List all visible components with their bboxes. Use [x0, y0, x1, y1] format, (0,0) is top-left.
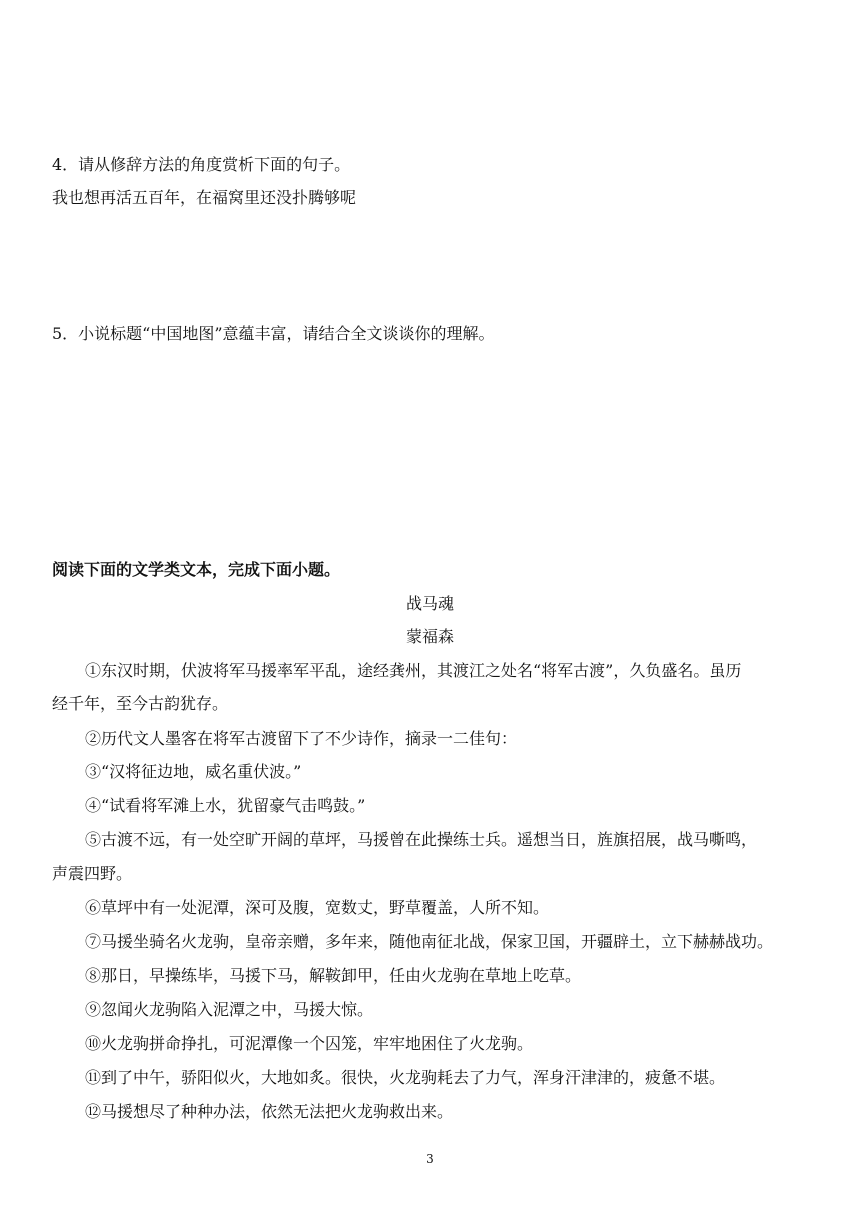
passage-title: 战马魂: [405, 594, 454, 613]
page-number: 3: [426, 1152, 434, 1166]
paragraph-6: ⑥草坪中有一处泥潭，深可及腹，宽数丈，野草覆盖，人所不知。: [85, 898, 550, 917]
paragraph-9: ⑨忽闻火龙驹陷入泥潭之中，马援大惊。: [85, 1000, 374, 1019]
paragraph-2: ②历代文人墨客在将军古渡留下了不少诗作，摘录一二佳句：: [85, 729, 518, 748]
paragraph-1-line-2: 经千年，至今古韵犹存。: [52, 694, 229, 713]
passage-author: 蒙福森: [405, 627, 454, 646]
paragraph-8: ⑧那日，早操练毕，马援下马，解鞍卸甲，任由火龙驹在草地上吃草。: [85, 966, 582, 985]
paragraph-1-line-1: ①东汉时期，伏波将军马援率军平乱，途经龚州，其渡江之处名“将军古渡”，久负盛名。虽历: [85, 661, 742, 680]
paragraph-10: ⑩火龙驹拼命挣扎，可泥潭像一个囚笼，牢牢地困住了火龙驹。: [85, 1034, 534, 1053]
reading-instruction: 阅读下面的文学类文本，完成下面小题。: [52, 560, 341, 579]
paragraph-5-line-1: ⑤古渡不远，有一处空旷开阔的草坪，马援曾在此操练士兵。遥想当日，旌旗招展，战马嘶鸣，: [85, 830, 758, 849]
paragraph-4: ④“试看将军滩上水，犹留豪气击鸣鼓。”: [85, 796, 366, 815]
question-5: 5．小说标题“中国地图”意蕴丰富，请结合全文谈谈你的理解。: [52, 324, 495, 343]
paragraph-11: ⑪到了中午，骄阳似火，大地如炙。很快，火龙驹耗去了力气，浑身汗津津的，疲惫不堪。: [85, 1068, 726, 1087]
question-4: 4．请从修辞方法的角度赏析下面的句子。: [52, 155, 351, 174]
paragraph-5-line-2: 声震四野。: [52, 864, 133, 883]
paragraph-12: ⑫马援想尽了种种办法，依然无法把火龙驹救出来。: [85, 1102, 454, 1121]
question-4-sentence: 我也想再活五百年，在福窝里还没扑腾够呢: [52, 188, 357, 207]
paragraph-3: ③“汉将征边地，威名重伏波。”: [85, 762, 302, 781]
paragraph-7: ⑦马援坐骑名火龙驹，皇帝亲赠，多年来，随他南征北战，保家卫国，开疆辟土，立下赫赫战功。: [85, 932, 774, 951]
